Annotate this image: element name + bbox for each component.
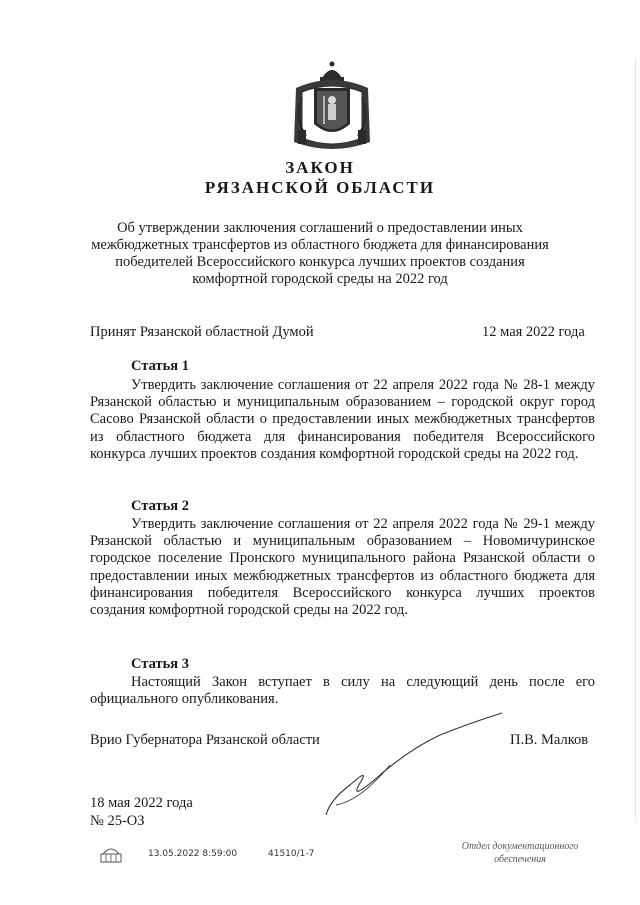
subject-line: Об утверждении заключения соглашений о предоставлении иных [117,220,523,236]
article-2-heading: Статья 2 [131,498,189,514]
article-1-heading: Статья 1 [131,358,189,374]
stamp-line: Отдел документационного [461,841,579,852]
subject-line: победителей Всероссийского конкурса лучших проектов создания [115,254,525,270]
issue-date: 18 мая 2022 года [90,795,193,811]
adoption-text: Принят Рязанской областной Думой [90,324,314,340]
article-2-text: Утвердить заключение соглашения от 22 апреля 2022 года № 29-1 между Рязанской областью и муниципальным образованием – Новомичуринское городское поселение Пронского муниципального района Рязанской области о предоставлении иных межбюджетных трансфертов из областного бюджета для финансирования победителя Всероссийского конкурса лучших проектов создания комфортной городской среды на 2022 год. [90,516,595,619]
article-3-text: Настоящий Закон вступает в силу на следующий день после его официального опубликования. [90,674,595,708]
duma-logo-icon [98,842,124,866]
law-subject [90,220,550,288]
handwritten-signature [320,705,510,825]
subject-line: межбюджетных трансфертов из областного бюджета для финансирования [91,237,549,253]
scan-margin-mark [634,60,636,820]
law-title-line-2: РЯЗАНСКОЙ ОБЛАСТИ [204,178,436,197]
subject-line: комфортной городской среды на 2022 год [192,271,448,287]
registration-timestamp: 13.05.2022 8:59:00 [148,849,238,859]
law-title-line-1: ЗАКОН [285,158,355,177]
coat-of-arms-emblem [284,58,380,158]
article-1-text: Утвердить заключение соглашения от 22 апреля 2022 года № 28-1 между Рязанской областью и муниципальным образованием – городской округ город Сасово Рязанской области о предоставлении иных межбюджетных трансфертов из областного бюджета для финансирования победителя Всероссийского конкурса лучших проектов создания комфортной городской среды на 2022 год. [90,377,595,462]
document-code: 41510/1-7 [268,849,315,859]
signatory-name: П.В. Малков [510,732,589,748]
stamp-line: обеспечения [494,854,546,865]
law-number: № 25-ОЗ [90,813,145,829]
signatory-position: Врио Губернатора Рязанской области [90,732,320,748]
department-stamp [445,840,595,866]
article-3-heading: Статья 3 [131,656,189,672]
adoption-date: 12 мая 2022 года [482,324,585,340]
